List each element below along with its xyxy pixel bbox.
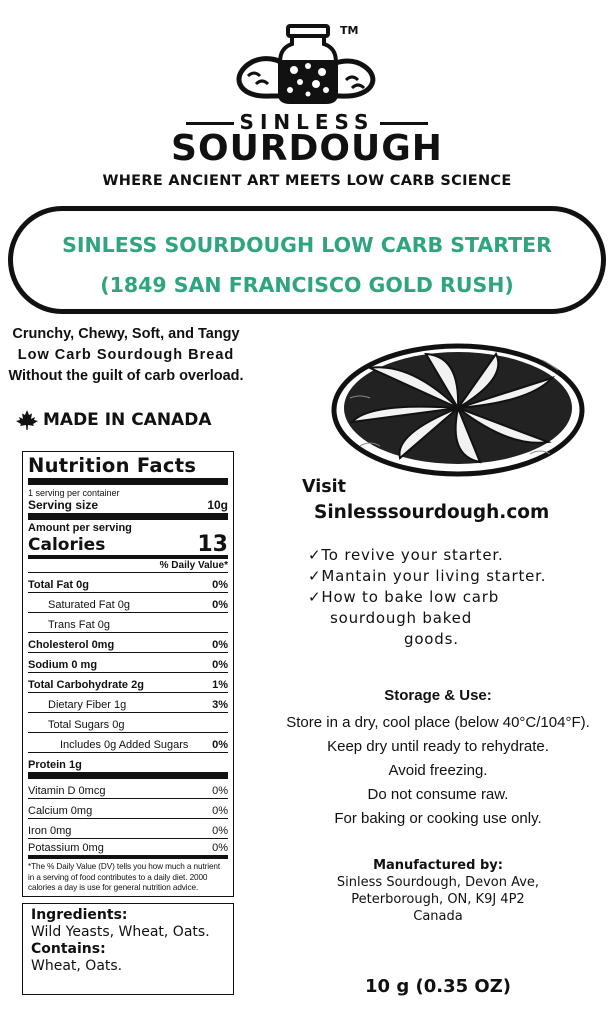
nutrient-dv: 3% — [212, 699, 228, 711]
nutrient-row — [28, 819, 228, 839]
nutrient-label: Potassium 0mg — [28, 842, 104, 854]
made-in-canada — [16, 410, 211, 430]
nutrient-label: Protein 1g — [28, 759, 82, 771]
ingredients-heading: Ingredients: — [31, 907, 128, 923]
nutrient-row — [28, 613, 228, 633]
nutrient-dv: 0% — [212, 639, 228, 651]
manufacturer-info — [262, 857, 614, 925]
nutrient-label: Iron 0mg — [28, 825, 72, 837]
nutrient-label: Dietary Fiber 1g — [48, 699, 127, 711]
nutrient-row — [28, 839, 228, 859]
serving-size-value: 10g — [207, 498, 228, 512]
brand-main-wordmark: SOURDOUGH — [171, 128, 443, 169]
bread-loaf-illustration — [330, 338, 586, 478]
nutrient-dv: 0% — [212, 659, 228, 671]
maple-leaf-icon — [16, 410, 38, 430]
calories-label: Calories — [28, 535, 106, 555]
nutrient-label: Cholesterol 0mg — [28, 639, 115, 651]
storage-line: Avoid freezing. — [388, 762, 488, 779]
nutrient-dv: 0% — [212, 579, 228, 591]
nutrient-label: Calcium 0mg — [28, 805, 93, 817]
blurb-line: Without the guilt of carb overload. — [8, 368, 244, 384]
blurb-line: Crunchy, Chewy, Soft, and Tangy — [12, 326, 240, 342]
calories-value: 13 — [197, 532, 228, 557]
serving-size-row — [28, 498, 228, 520]
manufacturer-line: Sinless Sourdough, Devon Ave, — [336, 875, 540, 890]
storage-line: For baking or cooking use only. — [334, 810, 542, 827]
website-checklist — [308, 545, 546, 650]
trademark-mark: TM — [340, 24, 359, 37]
visit-section — [302, 475, 549, 525]
contains-heading: Contains: — [31, 941, 106, 957]
checklist-item-continued: goods. — [404, 630, 459, 648]
nutrient-dv: 0% — [212, 599, 228, 611]
nutrient-row — [28, 653, 228, 673]
nutrient-dv: 0% — [212, 785, 228, 797]
nutrient-row — [28, 673, 228, 693]
storage-line: Do not consume raw. — [367, 786, 509, 803]
nutrient-row — [28, 573, 228, 593]
blurb-line: Low Carb Sourdough Bread — [17, 347, 235, 363]
storage-and-use — [262, 684, 614, 831]
nutrient-row — [28, 733, 228, 753]
nutrient-row — [28, 799, 228, 819]
nutrient-label: Total Carbohydrate 2g — [28, 679, 144, 691]
nutrient-label: Total Fat 0g — [28, 579, 89, 591]
nutrition-facts-panel — [22, 451, 234, 897]
brand-top-text: SINLESS — [239, 110, 375, 134]
net-weight: 10 g (0.35 OZ) — [365, 976, 511, 997]
nutrient-label: Includes 0g Added Sugars — [60, 739, 189, 751]
nutrient-row — [28, 753, 228, 779]
manufacturer-heading: Manufactured by: — [373, 858, 503, 873]
storage-heading: Storage & Use: — [384, 687, 492, 704]
ingredients-text: Wild Yeasts, Wheat, Oats. — [31, 924, 210, 940]
nutrient-dv: 0% — [212, 825, 228, 837]
checklist-item-continued: sourdough baked — [330, 609, 473, 627]
nutrient-label: Saturated Fat 0g — [48, 599, 130, 611]
brand-logo — [222, 18, 392, 108]
product-title-line-2: (1849 SAN FRANCISCO GOLD RUSH) — [100, 273, 514, 297]
ingredients-box — [22, 903, 234, 995]
checklist-item: ✓How to bake low carb — [308, 588, 500, 606]
product-title-box — [8, 206, 606, 314]
brand-tagline: WHERE ANCIENT ART MEETS LOW CARB SCIENCE — [102, 173, 512, 189]
rule-left — [186, 122, 234, 125]
nutrient-dv: 0% — [212, 842, 228, 854]
product-title-line-1: SINLESS SOURDOUGH LOW CARB STARTER — [62, 233, 552, 257]
nutrient-label: Total Sugars 0g — [48, 719, 125, 731]
checklist-item: ✓To revive your starter. — [308, 546, 504, 564]
nutrient-label: Sodium 0 mg — [28, 659, 98, 671]
manufacturer-line: Canada — [413, 909, 463, 924]
serving-size-label: Serving size — [28, 498, 99, 512]
visit-label: Visit — [302, 477, 347, 497]
nutrient-row — [28, 593, 228, 613]
daily-value-footnote: *The % Daily Value (DV) tells you how much a nutrient in a serving of food contributes to a daily diet. 2000 calories a day is use for general nutrition advice. — [28, 862, 221, 892]
nutrient-dv: 0% — [212, 805, 228, 817]
servings-per-container: 1 serving per container — [28, 488, 120, 498]
nutrient-label: Vitamin D 0mcg — [28, 785, 106, 797]
storage-line: Store in a dry, cool place (below 40°C/104°F). — [286, 714, 590, 731]
website-link[interactable]: Sinlesssourdough.com — [314, 502, 550, 523]
checklist-item: ✓Mantain your living starter. — [308, 567, 547, 585]
rule-right — [380, 122, 428, 125]
nutrient-row — [28, 633, 228, 653]
nutrient-dv: 0% — [212, 739, 228, 751]
daily-value-header: % Daily Value* — [28, 559, 228, 573]
nutrition-title: Nutrition Facts — [28, 454, 228, 485]
storage-line: Keep dry until ready to rehydrate. — [327, 738, 549, 755]
nutrient-row — [28, 779, 228, 799]
manufacturer-line: Peterborough, ON, K9J 4P2 — [351, 892, 525, 907]
nutrient-row — [28, 713, 228, 733]
nutrient-dv: 1% — [212, 679, 228, 691]
nutrient-label: Trans Fat 0g — [48, 619, 110, 631]
calories-row — [28, 532, 228, 559]
amount-per-serving: Amount per serving — [28, 522, 132, 534]
made-in-canada-text: MADE IN CANADA — [43, 410, 212, 430]
nutrient-row — [28, 693, 228, 713]
product-blurb — [8, 324, 244, 387]
contains-text: Wheat, Oats. — [31, 958, 123, 974]
